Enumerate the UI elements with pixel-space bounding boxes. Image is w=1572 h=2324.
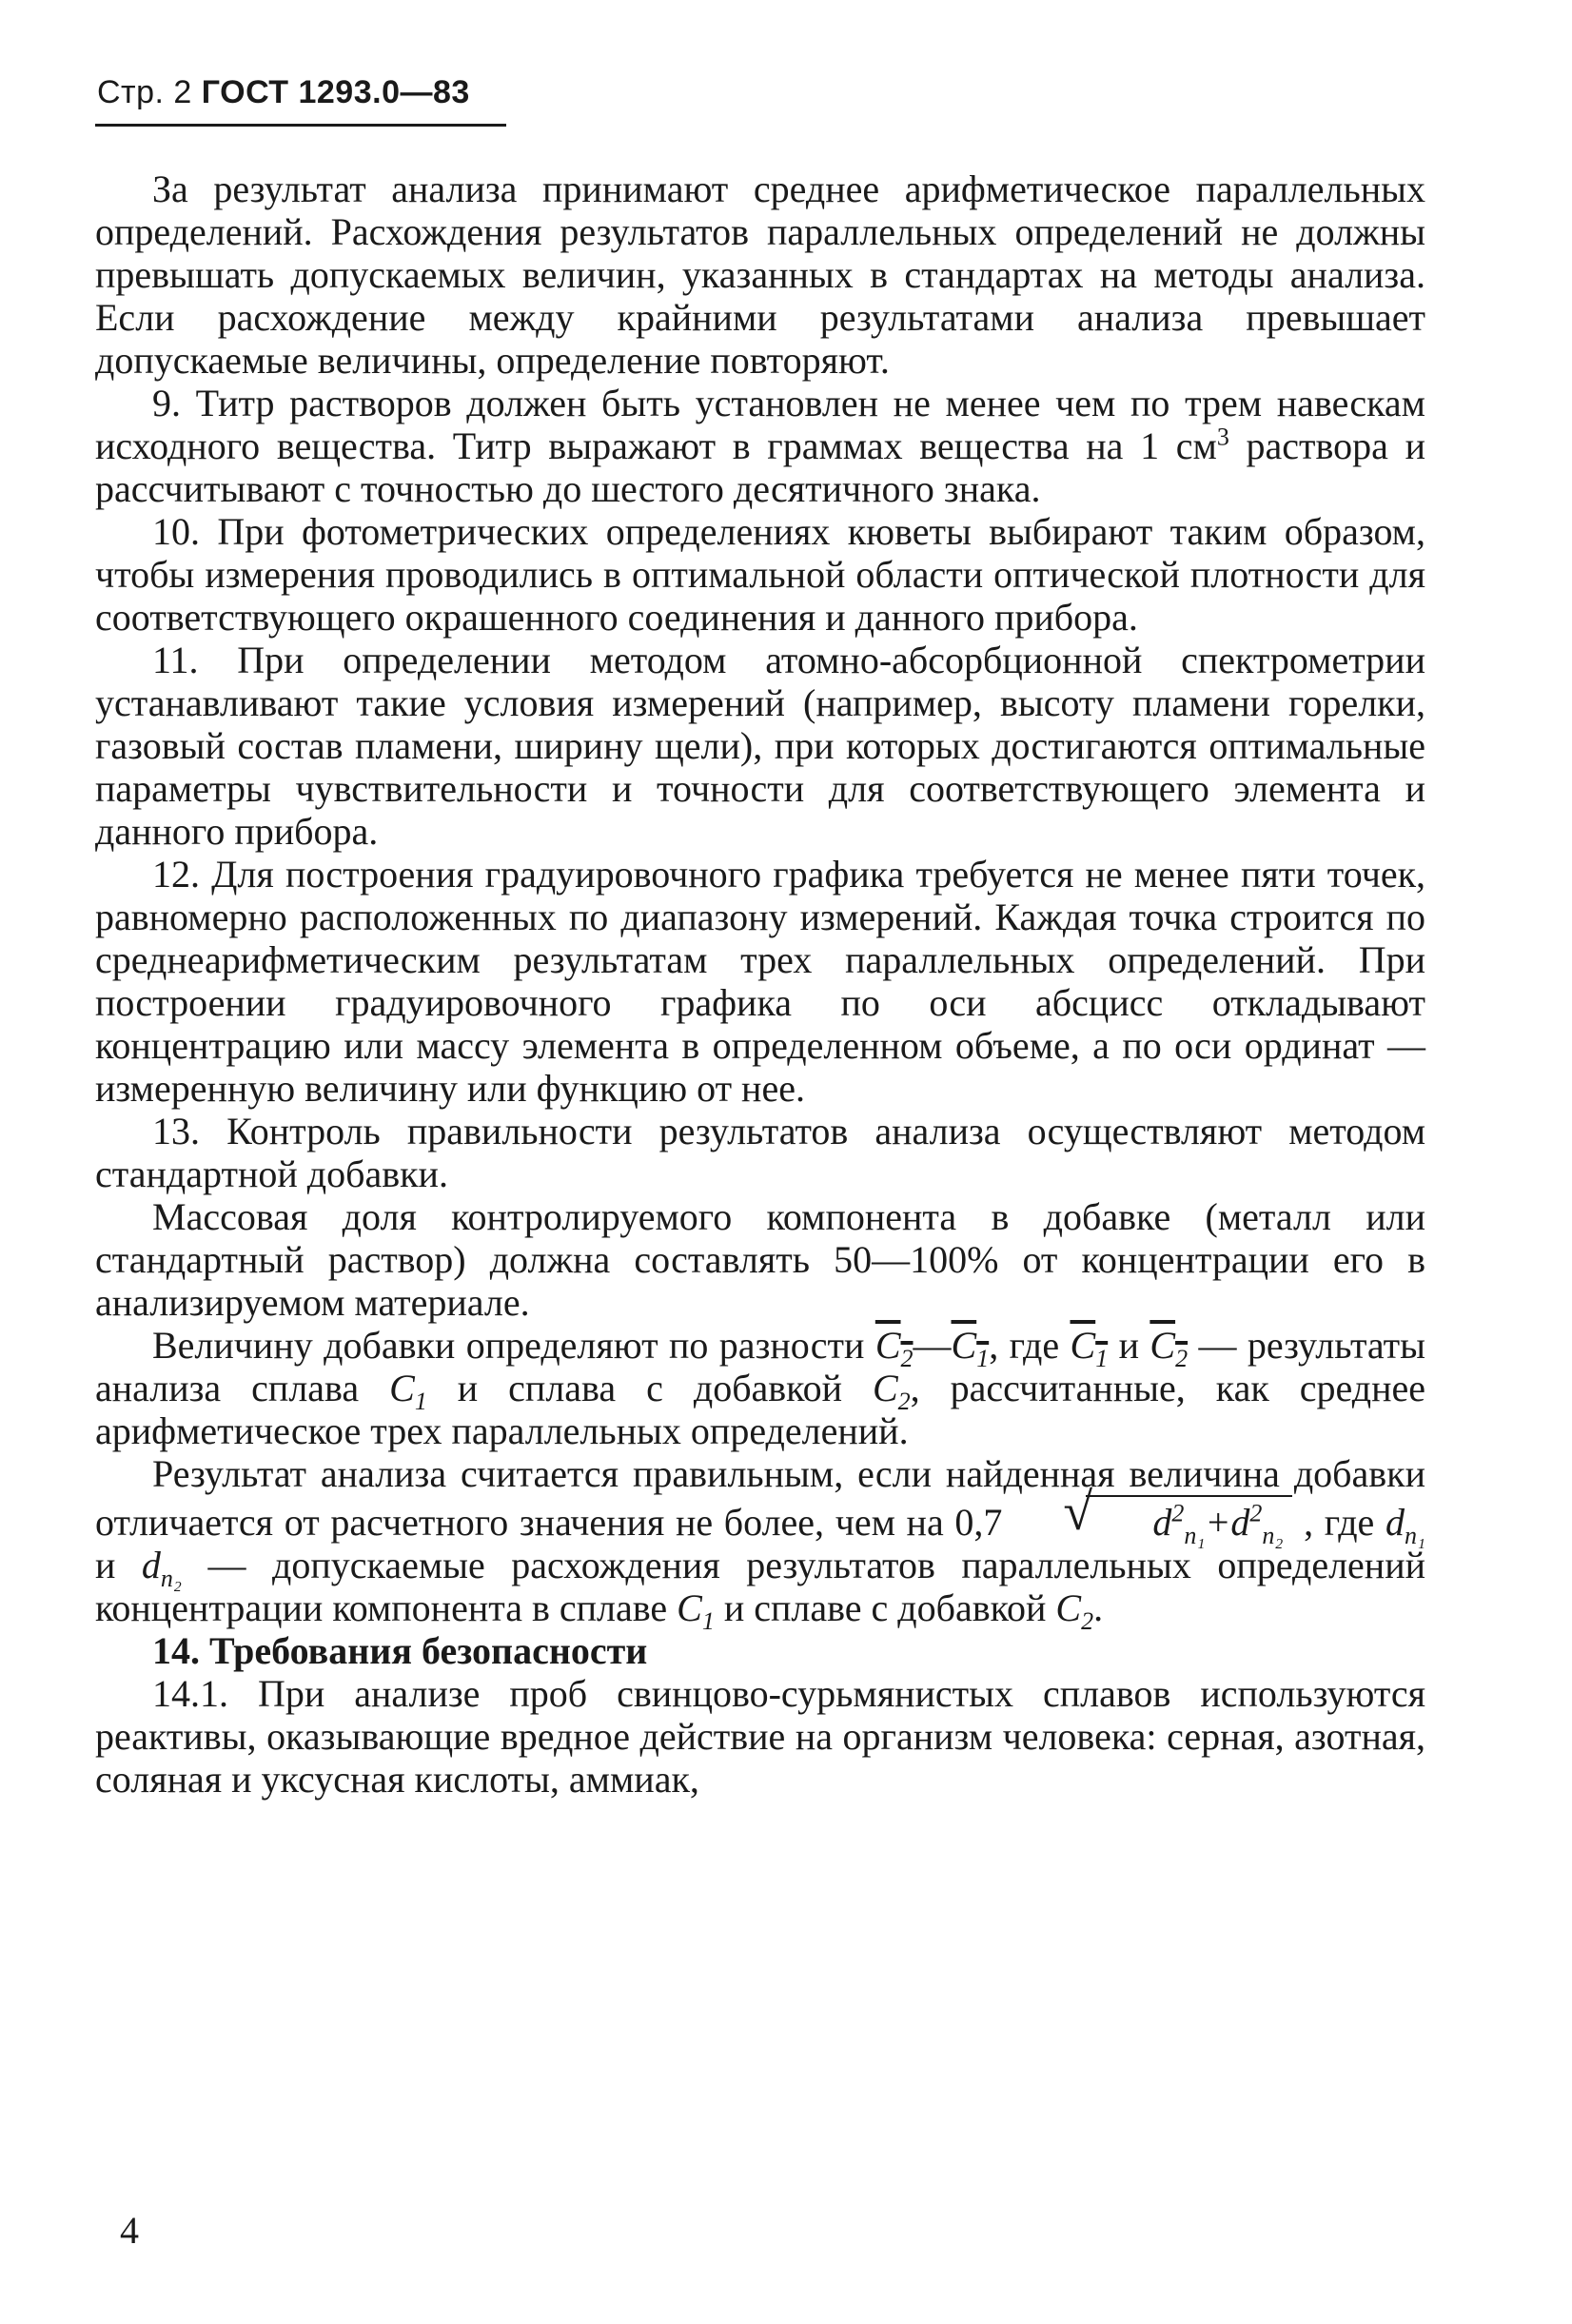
paragraph-9 [95, 382, 1425, 510]
subscript: 1 [701, 1607, 715, 1635]
superscript: 3 [1216, 423, 1229, 451]
exponent: 2 [1249, 1499, 1263, 1527]
subscript: 1 [976, 1345, 990, 1372]
symbol-c: C [874, 1324, 901, 1367]
paragraph-text: Результат анализа считается правильным, если найденная величина добавки отличается от расчетного значения не более, чем на 0,7 [95, 1452, 1425, 1544]
paragraph-text: и [95, 1544, 142, 1586]
subscript: n₁ [1404, 1522, 1425, 1549]
subscript: n₂ [160, 1565, 182, 1592]
symbol-c: C [872, 1367, 898, 1409]
paragraph-text: 13. Контроль правильности результатов анализа осуществляют методом стандартной добавки. [95, 1110, 1425, 1195]
paragraph-10 [95, 510, 1425, 639]
square-root-formula [1006, 1483, 1292, 1549]
paragraph-text: — допускаемые расхождения результатов параллельных определений концентрации компонента в сплаве [95, 1544, 1426, 1629]
symbol-d: d [1385, 1501, 1405, 1544]
formula-c2-mean [1150, 1324, 1189, 1372]
document-body [95, 167, 1425, 1801]
formula-c1-mean [951, 1324, 990, 1372]
subscript: 1 [414, 1388, 427, 1415]
paragraph-13-addition-value [95, 1324, 1425, 1452]
paragraph-13-mass-fraction [95, 1195, 1425, 1324]
paragraph-text: и сплаве с добавкой [714, 1586, 1056, 1629]
section-heading-14 [95, 1629, 1425, 1672]
paragraph-text: — результаты анализа сплава [95, 1324, 1426, 1409]
paragraph-12 [95, 853, 1425, 1110]
formula-c1-mean [1070, 1324, 1109, 1372]
paragraph-text: 14.1. При анализе проб свинцово-сурьмянистых сплавов используются реактивы, оказывающие вредное действие на организм человека: серная, азотная, соляная и уксусная кислоты, аммиак, [95, 1672, 1425, 1801]
paragraph-text: Величину добавки определяют по разности [152, 1324, 875, 1367]
page-number: 4 [120, 2209, 139, 2252]
formula-dn1 [1385, 1501, 1425, 1549]
paragraph-text: За результат анализа принимают среднее арифметическое параллельных определений. Расхождения результатов параллельных определений не должны превышать допускаемых величин, указанных в стандартах на методы анализа. Если расхождение между крайними результатами анализа превышает допускаемые величины, определение повторяют. [95, 167, 1425, 382]
heading-text: 14. Требования безопасности [152, 1629, 648, 1672]
paragraph-text: , где [1292, 1501, 1385, 1544]
symbol-c: C [1055, 1586, 1082, 1629]
symbol-d: d [141, 1544, 161, 1586]
paragraph-11 [95, 639, 1425, 853]
subscript: 1 [1095, 1345, 1109, 1372]
formula-c1 [389, 1367, 427, 1415]
paragraph-text: 12. Для построения градуировочного графика требуется не менее пяти точек, равномерно расположенных по диапазону измерений. Каждая точка строится по среднеарифметическим результатам трех параллельных определений. При построении градуировочного графика по оси абсцисс откладывают концентрацию или массу элемента в определенном объеме, а по оси ординат — измеренную величину или функцию от нее. [95, 853, 1425, 1110]
exponent: 2 [1171, 1499, 1185, 1527]
symbol-c: C [951, 1324, 977, 1367]
page-prefix: Стр. 2 [97, 74, 192, 110]
subscript: 2 [900, 1345, 914, 1372]
radicand [1086, 1495, 1292, 1549]
dash: — [913, 1324, 952, 1367]
plus: + [1205, 1501, 1231, 1544]
subscript: n₂ [1262, 1522, 1284, 1549]
formula-c2 [872, 1367, 911, 1415]
symbol-c: C [1150, 1324, 1176, 1367]
subscript: n₁ [1184, 1522, 1206, 1549]
paragraph-text: и [1108, 1324, 1150, 1367]
paragraph-text: раствора и рассчитывают с точностью до шестого десятичного знака. [95, 424, 1425, 510]
formula-c2-mean [874, 1324, 914, 1372]
standard-code: ГОСТ 1293.0—83 [201, 74, 470, 110]
paragraph-text: , рассчитанные, как среднее арифметическое трех параллельных определений. [95, 1367, 1425, 1452]
paragraph-text: Массовая доля контролируемого компонента в добавке (металл или стандартный раствор) должна составлять 50—100% от концентрации его в анализируемом материале. [95, 1195, 1425, 1324]
symbol-c: C [1070, 1324, 1096, 1367]
formula-c1 [677, 1586, 715, 1635]
paragraph-text: . [1093, 1586, 1104, 1629]
root-sign: √ [1063, 1483, 1093, 1542]
paragraph-text: 10. При фотометрических определениях кюветы выбирают таким образом, чтобы измерения проводились в оптимальной области оптической плотности для соответствующего окрашенного соединения и данного прибора. [95, 510, 1425, 639]
header-rule [95, 124, 506, 127]
page-header [97, 74, 470, 111]
symbol-d: d [1152, 1501, 1172, 1544]
paragraph-13 [95, 1110, 1425, 1195]
formula-dn2 [141, 1544, 182, 1592]
paragraph-text: и сплава с добавкой [426, 1367, 873, 1409]
paragraph-result-averaging [95, 167, 1425, 382]
paragraph-13-result-criterion [95, 1452, 1426, 1635]
paragraph-text: 9. Титр растворов должен быть установлен не менее чем по трем навескам исходного вещества. Титр выражают в граммах вещества на 1 см [95, 382, 1425, 467]
subscript: 2 [1175, 1345, 1189, 1372]
symbol-c: C [389, 1367, 415, 1409]
paragraph-text: , где [989, 1324, 1071, 1367]
symbol-c: C [677, 1586, 702, 1629]
paragraph-14-1 [95, 1672, 1425, 1801]
subscript: 2 [897, 1388, 911, 1415]
subscript: 2 [1081, 1607, 1094, 1635]
symbol-d: d [1230, 1501, 1250, 1544]
paragraph-text: 11. При определении методом атомно-абсорбционной спектрометрии устанавливают такие условия измерений (например, высоту пламени горелки, газовый состав пламени, ширину щели), при которых достигаются оптимальные параметры чувствительности и точности для соответствующего элемента и данного прибора. [95, 639, 1425, 853]
formula-c2 [1055, 1586, 1094, 1635]
